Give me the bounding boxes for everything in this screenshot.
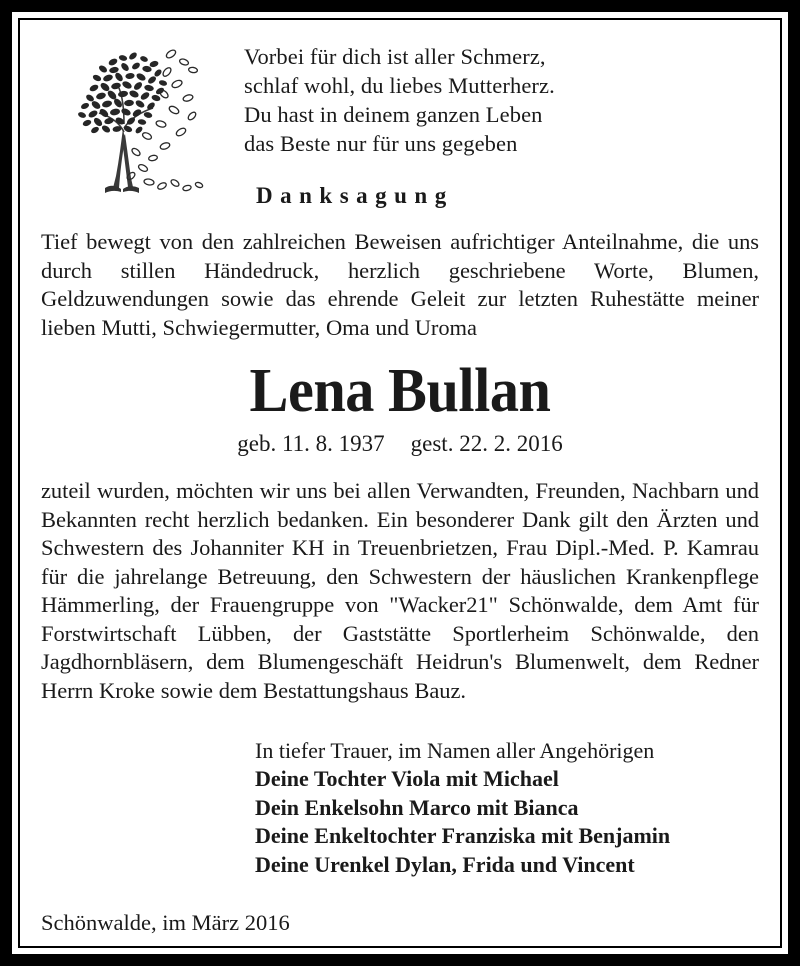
deceased-name: Lena Bullan xyxy=(249,357,551,425)
mourner-line: Deine Enkeltochter Franziska mit Benjamin xyxy=(255,823,671,848)
place-and-date: Schönwalde, im März 2016 xyxy=(41,910,290,935)
verse-line-4: das Beste nur für uns gegeben xyxy=(244,131,518,156)
danksagung-heading: Danksagung xyxy=(256,183,454,208)
date-of-death: gest. 22. 2. 2016 xyxy=(410,431,563,456)
obituary-notice xyxy=(20,20,780,946)
deceased-dates xyxy=(41,430,759,458)
thanks-paragraph: zuteil wurden, möchten wir uns bei allen Verwandten, Freunden, Nachbarn und Bekannten recht herzlich bedanken. Ein besonderer Dank gilt den Ärzten und Schwestern des Johanniter KH in Treuenbrietzen, Frau Dipl.-Med. P. Kamrau für die jahrelange Betreuung, den Schwestern der häuslichen Krankenpflege Hämmerling, der Frauengruppe von "Wacker21" Schönwalde, dem Amt für Forstwirtschaft Lübben, der Gaststätte Sportlerheim Schönwalde, den Jagdhornbläsern, dem Blumengeschäft Heidrun's Blumenwelt, dem Redner Herrn Kroke sowie dem Bestattungshaus Bauz. xyxy=(41,478,759,703)
verse-line-2: schlaf wohl, du liebes Mutterherz. xyxy=(244,73,555,98)
mourner-line: Deine Tochter Viola mit Michael xyxy=(255,766,559,791)
signature-block xyxy=(41,737,759,879)
date-of-birth: geb. 11. 8. 1937 xyxy=(237,431,385,456)
obituary-frame-gutter xyxy=(12,12,788,954)
windblown-tree-icon xyxy=(41,36,227,201)
verse-line-3: Du hast in deinem ganzen Leben xyxy=(244,102,543,127)
verse-line-1: Vorbei für dich ist aller Schmerz, xyxy=(244,44,546,69)
signature-intro: In tiefer Trauer, im Namen aller Angehörigen xyxy=(255,738,655,763)
intro-paragraph: Tief bewegt von den zahlreichen Beweisen aufrichtiger Anteilnahme, die uns durch stillen Händedruck, herzlich geschriebene Worte, Blumen, Geldzuwendungen sowie das ehrende Geleit zur letzten Ruhestätte meiner lieben Mutti, Schwiegermutter, Oma und Uroma xyxy=(41,229,759,340)
verse-block xyxy=(227,36,759,209)
header-block xyxy=(41,36,759,209)
mourner-line: Dein Enkelsohn Marco mit Bianca xyxy=(255,794,579,820)
deceased-name-block xyxy=(41,356,759,458)
obituary-frame-inner xyxy=(18,18,782,948)
mourner-line: Deine Urenkel Dylan, Frida und Vincent xyxy=(255,851,635,877)
